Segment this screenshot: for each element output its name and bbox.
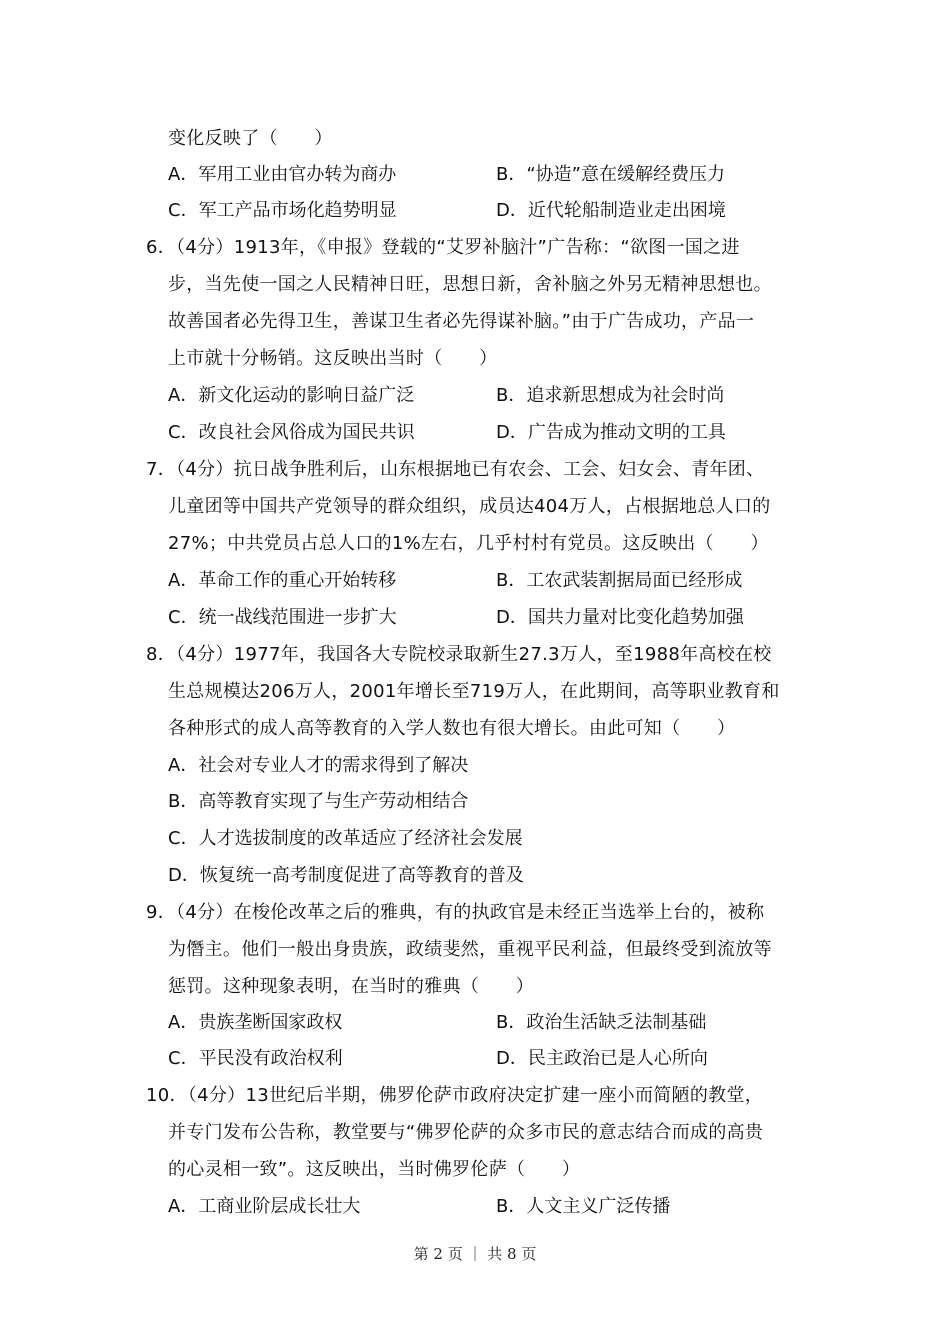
q7-stem-line-3: 27%；中共党员占总人口的1%左右，几乎村村有党员。这反映出（ ） [168,533,769,554]
q6-stem-line-1: 6．（4分）1913年，《申报》登载的“艾罗补脑汁”广告称：“欲图一国之进 [146,237,740,258]
q10-stem-line-3: 的心灵相一致”。这反映出，当时佛罗伦萨（ ） [168,1159,581,1180]
q9-option-a[interactable]: A．贵族垄断国家政权 [168,1012,343,1033]
q5-stem-tail: 变化反映了（ ） [168,128,333,149]
q7-option-d[interactable]: D．国共力量对比变化趋势加强 [496,607,744,628]
q5-option-c[interactable]: C．军工产品市场化趋势明显 [168,200,397,221]
page-footer: 第 2 页 ｜ 共 8 页 [413,1245,537,1263]
q6-option-d[interactable]: D．广告成为推动文明的工具 [496,422,726,443]
q8-option-a[interactable]: A．社会对专业人才的需求得到了解决 [168,755,469,776]
q9-stem-line-3: 惩罚。这种现象表明，在当时的雅典（ ） [168,976,534,997]
q10-option-a[interactable]: A．工商业阶层成长壮大 [168,1196,361,1217]
q7-option-b[interactable]: B．工农武装割据局面已经形成 [496,570,743,591]
q10-option-b[interactable]: B．人文主义广泛传播 [496,1196,671,1217]
q6-stem-line-4: 上市就十分畅销。这反映出当时（ ） [168,348,498,369]
q9-option-b[interactable]: B．政治生活缺乏法制基础 [496,1012,707,1033]
q5-option-b[interactable]: B．“协造”意在缓解经费压力 [496,164,725,185]
q7-stem-line-1: 7．（4分）抗日战争胜利后，山东根据地已有农会、工会、妇女会、青年团、 [146,459,765,480]
q5-option-a[interactable]: A．军用工业由官办转为商办 [168,164,397,185]
q8-stem-line-1: 8．（4分）1977年，我国各大专院校录取新生27.3万人，至1988年高校在校 [146,644,772,665]
q10-stem-line-1: 10．（4分）13世纪后半期，佛罗伦萨市政府决定扩建一座小而简陋的教堂， [146,1085,764,1106]
q10-stem-line-2: 并专门发布公告称，教堂要与“佛罗伦萨的众多市民的意志结合而成的高贵 [168,1122,764,1143]
q8-stem-line-3: 各种形式的成人高等教育的入学人数也有很大增长。由此可知（ ） [168,718,736,739]
q7-stem-line-2: 儿童团等中国共产党领导的群众组织，成员达404万人，占根据地总人口的 [168,496,771,517]
q7-option-c[interactable]: C．统一战线范围进一步扩大 [168,607,397,628]
q5-option-d[interactable]: D．近代轮船制造业走出困境 [496,200,726,221]
q8-option-d[interactable]: D．恢复统一高考制度促进了高等教育的普及 [168,865,524,886]
q6-option-c[interactable]: C．改良社会风俗成为国民共识 [168,422,415,443]
q9-stem-line-1: 9．（4分）在梭伦改革之后的雅典，有的执政官是未经正当选举上台的，被称 [146,902,765,923]
q6-option-b[interactable]: B．追求新思想成为社会时尚 [496,385,725,406]
q9-option-d[interactable]: D．民主政治已是人心所向 [496,1048,708,1069]
q6-stem-line-2: 步，当先使一国之人民精神日旺，思想日新，舍补脑之外另无精神思想也。 [168,274,772,295]
q6-stem-line-3: 故善国者必先得卫生，善谋卫生者必先得谋补脑。”由于广告成功，产品一 [168,311,755,332]
q9-option-c[interactable]: C．平民没有政治权利 [168,1048,343,1069]
q6-option-a[interactable]: A．新文化运动的影响日益广泛 [168,385,415,406]
q8-option-b[interactable]: B．高等教育实现了与生产劳动相结合 [168,791,469,812]
q7-option-a[interactable]: A．革命工作的重心开始转移 [168,570,397,591]
q8-stem-line-2: 生总规模达206万人，2001年增长至719万人，在此期间，高等职业教育和 [168,681,780,702]
q9-stem-line-2: 为僭主。他们一般出身贵族，政绩斐然，重视平民利益，但最终受到流放等 [168,939,772,960]
q8-option-c[interactable]: C．人才选拔制度的改革适应了经济社会发展 [168,828,523,849]
